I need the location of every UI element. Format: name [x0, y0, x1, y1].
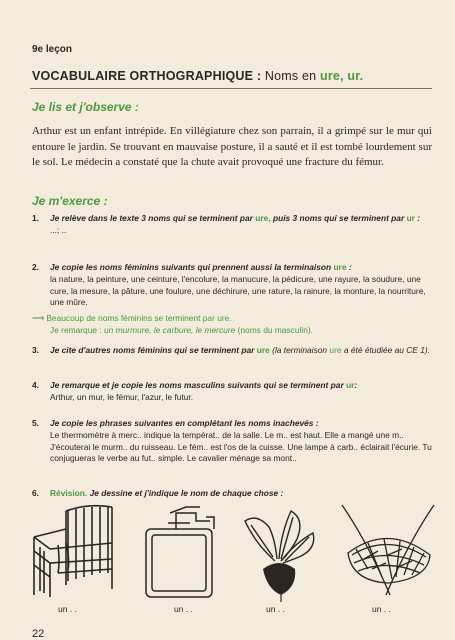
exercise-4-answer: Arthur, un mur, le fémur, l'azur, le futur. [50, 391, 194, 402]
exercise-3-text-c: a été étudiée au CE 1). [343, 345, 430, 355]
exercise-3-text-b: (la terminaison [272, 345, 328, 355]
drawing-label-3: un . . [266, 604, 285, 614]
exercise-2-word-list: la nature, la peinture, une ceinture, l'encolure, la manucure, la pédicure, une rayure, la soudure, une cure, la mesure, la pâture, une foulure, une déchirure, une rature, la rainure, la monture, la nourriture, une mûre. [50, 273, 426, 308]
exercise-4-ending: ur [346, 380, 355, 390]
fuel-can-icon [140, 503, 230, 598]
exercise-3 [32, 345, 436, 357]
exercise-5 [32, 418, 436, 465]
arrow-icon: ⟶ [32, 313, 45, 323]
heading-title: VOCABULAIRE ORTHOGRAPHIQUE : [32, 69, 262, 83]
exercise-5-answer: Le thermomètre à merc.. indique la températ.. de la salle. Le m.. est haut. Elle a mangé une m.. J'écouterai le murm.. du ruisseau. Le fém.. est l'os de la cuisse. Une lampe à carb.. éclairait l'écurie. Tu conjugueras le verbe au fut.. simple. Le cavalier ménage sa mont.. [50, 429, 432, 464]
exercise-4-text: Je remarque et je copie les noms masculins suivants qui se terminent par [50, 380, 344, 390]
exercise-3-ending-2: ure [329, 345, 342, 355]
exercise-2-ending: ure [333, 262, 347, 272]
exercise-1-ending-ur: ur [406, 213, 415, 223]
rule-note [32, 313, 313, 336]
exercise-6-label: Révision. [50, 488, 88, 498]
exercise-1-answer: ...; .. [50, 224, 67, 235]
rule-note-examples: un murmure, le carbure, le mercure [104, 324, 236, 335]
exercise-2 [32, 262, 436, 309]
nest-icon [338, 503, 438, 598]
drawing-label-1: un . . [58, 604, 77, 614]
exercise-number: 2. [32, 262, 39, 272]
lesson-number: 9e leçon [32, 44, 73, 55]
heading-endings: ure, ur. [320, 69, 364, 83]
drawing-label-2: un . . [174, 604, 193, 614]
exercise-5-text: Je copie les phrases suivantes en complétant les noms inachevés : [50, 418, 319, 428]
rule-note-suffix: (noms du masculin). [237, 324, 313, 335]
exercise-6-text: Je dessine et j'indique le nom de chaque chose : [89, 488, 284, 498]
rule-note-line1: Beaucoup de noms féminins se terminent par ure. [46, 313, 232, 323]
exercise-number: 4. [32, 380, 39, 390]
exercise-number: 5. [32, 418, 39, 428]
exercise-number: 3. [32, 345, 39, 355]
exercise-number: 6. [32, 488, 39, 498]
exercise-4-colon: : [354, 380, 358, 390]
radish-icon [235, 503, 325, 603]
divider [30, 88, 432, 89]
exercise-number: 1. [32, 213, 39, 223]
exercise-1 [32, 213, 436, 237]
exercise-4 [32, 380, 436, 404]
section-exercise-title: Je m'exerce : [32, 194, 108, 208]
section-read-title: Je lis et j'observe : [32, 100, 139, 114]
heading-sub: Noms en [264, 69, 317, 83]
reading-paragraph: Arthur est un enfant intrépide. En villégiature chez son parrain, il a grimpé sur le mur qui entoure le jardin. Se trouvant en mauvaise posture, il a sauté et il est tombé lourdement sur le sol. Le médecin a constaté que la chute avait provoqué une fracture du fémur. [32, 125, 432, 168]
exercise-3-text-a: Je cite d'autres noms féminins qui se terminent par [50, 345, 255, 355]
drawing-label-4: un . . [372, 604, 391, 614]
exercise-1-text-a: Je relève dans le texte 3 noms qui se terminent par [50, 213, 253, 223]
page-heading [32, 69, 363, 83]
page-number: 22 [32, 628, 45, 640]
bed-icon [30, 503, 130, 598]
exercise-2-text: Je copie les noms féminins suivants qui prennent aussi la terminaison [50, 262, 332, 272]
exercise-3-ending: ure [256, 345, 270, 355]
exercise-1-text-c: : [417, 213, 421, 223]
rule-note-label: Je remarque : [50, 324, 102, 335]
exercise-1-text-b: puis 3 noms qui se terminent par [272, 213, 405, 223]
exercise-6 [32, 488, 436, 500]
exercise-2-colon: : [348, 262, 352, 272]
exercise-1-ending-ure: ure, [255, 213, 271, 223]
